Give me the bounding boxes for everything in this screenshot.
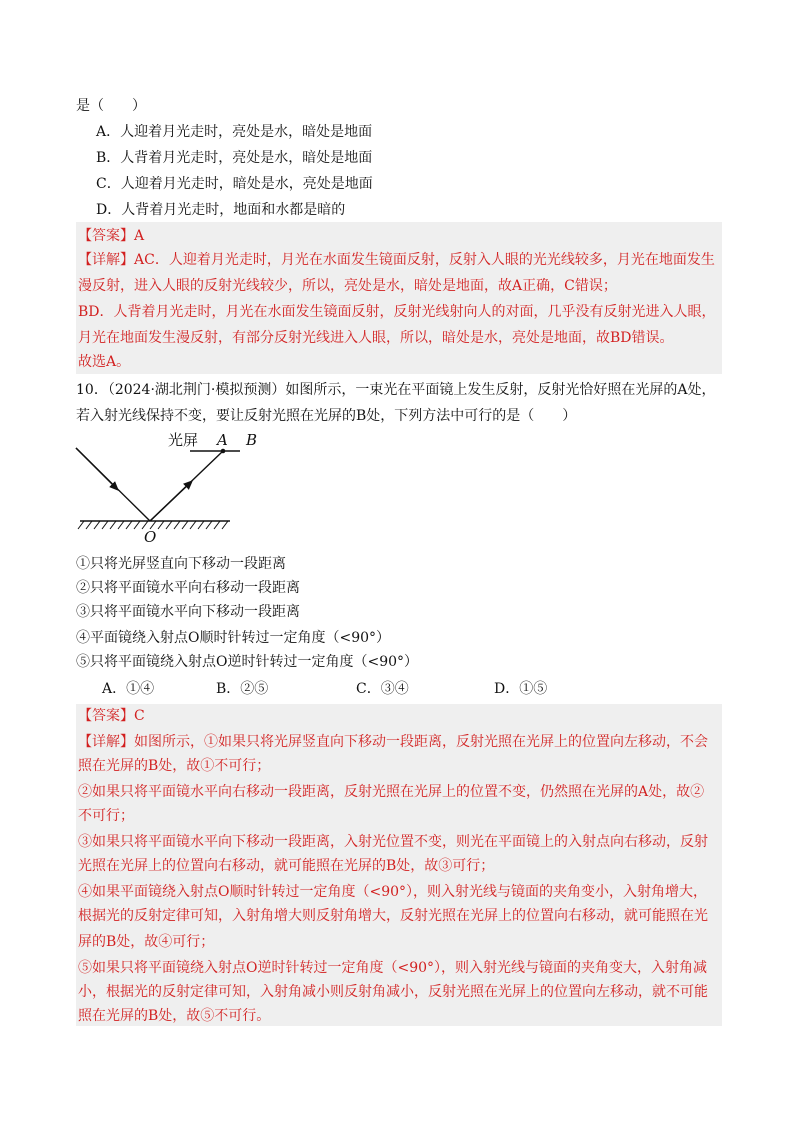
q10-item-4: ④平面镜绕入射点O顺时针转过一定角度（<90°） — [76, 630, 391, 646]
point-o-label: O — [144, 528, 157, 546]
q10-item-5: ⑤只将平面镜绕入射点O逆时针转过一定角度（<90°） — [76, 654, 419, 670]
q10-explain-9: 屏的B处，故④可行； — [78, 934, 215, 950]
point-a-label: A — [217, 431, 228, 449]
q10-explain-4: 不可行； — [78, 808, 134, 824]
point-b-label: B — [246, 431, 258, 449]
q10-explain-8: 根据光的反射定律可知，入射角增大则反射角增大，反射光照在光屏上的位置向右移动，就可能照在光 — [78, 908, 708, 924]
q9-explain-2: 漫反射，进入人眼的反射光线较少，所以，亮处是水，暗处是地面，故A正确，C错误； — [78, 278, 617, 294]
q10-item-3: ③只将平面镜水平向下移动一段距离 — [76, 604, 300, 620]
q9-explain-5: 故选A。 — [78, 354, 131, 370]
q10-explain-10: ⑤如果只将平面镜绕入射点O逆时针转过一定角度（<90°），则入射光线与镜面的夹角变大，入射角减 — [78, 960, 708, 976]
q10-choice-a: A．①④ — [102, 681, 155, 697]
q10-choices — [102, 678, 622, 700]
q10-item-1: ①只将光屏竖直向下移动一段距离 — [76, 556, 286, 572]
q9-option-a: A．人迎着月光走时，亮处是水，暗处是地面 — [96, 124, 373, 140]
q10-stem-2: 若入射光线保持不变，要让反射光照在光屏的B处，下列方法中可行的是（ ） — [76, 408, 577, 424]
q10-choice-d: D．①⑤ — [494, 681, 548, 697]
q10-choice-b: B．②⑤ — [216, 681, 269, 697]
q9-explain-1: 【详解】AC．人迎着月光走时，月光在水面发生镜面反射，反射入人眼的光光线较多，月光在地面发生 — [78, 252, 715, 268]
q9-answer-box — [76, 222, 722, 374]
q10-stem-1: 10．（2024·湖北荆门·模拟预测）如图所示，一束光在平面镜上发生反射，反射光恰好照在光屏的A处， — [76, 382, 716, 398]
q10-explain-11: 小，根据光的反射定律可知，入射角减小则反射角减小，反射光照在光屏上的位置向左移动，就不可能 — [78, 984, 708, 1000]
q10-explain-2: 照在光屏的B处，故①不可行； — [78, 758, 271, 774]
q10-explain-12: 照在光屏的B处，故⑤不可行。 — [78, 1008, 271, 1024]
q9-option-c: C．人迎着月光走时，暗处是水，亮处是地面 — [96, 176, 373, 192]
q10-item-2: ②只将平面镜水平向右移动一段距离 — [76, 580, 300, 596]
q10-explain-1: 【详解】如图所示，①如果只将光屏竖直向下移动一段距离，反射光照在光屏上的位置向左移动，不会 — [78, 734, 708, 750]
q10-explain-6: 光照在光屏上的位置向右移动，就可能照在光屏的B处，故③可行； — [78, 858, 495, 874]
q10-explain-5: ③如果只将平面镜水平向下移动一段距离，入射光位置不变，则光在平面镜上的入射点向右移动，反射 — [78, 834, 708, 850]
q10-explain-7: ④如果平面镜绕入射点O顺时针转过一定角度（<90°），则入射光线与镜面的夹角变小，入射角增大， — [78, 884, 708, 900]
q9-explain-4: 月光在地面发生漫反射，有部分反射光线进入人眼，所以，暗处是水，亮处是地面，故BD错误。 — [78, 330, 674, 346]
q9-option-b: B．人背着月光走时，亮处是水，暗处是地面 — [96, 150, 373, 166]
q10-answer: 【答案】C — [78, 708, 145, 724]
q9-stem-end: 是（ ） — [76, 98, 146, 114]
q9-answer: 【答案】A — [78, 228, 145, 244]
q9-explain-3: BD．人背着月光走时，月光在水面发生镜面反射，反射光线射向人的对面，几乎没有反射光进入人眼， — [78, 304, 716, 320]
q10-explain-3: ②如果只将平面镜水平向右移动一段距离，反射光照在光屏上的位置不变，仍然照在光屏的A处，故② — [78, 784, 705, 800]
q10-choice-c: C．③④ — [356, 681, 409, 697]
q9-option-d: D．人背着月光走时，地面和水都是暗的 — [96, 202, 346, 218]
screen-label: 光屏 — [168, 431, 199, 449]
